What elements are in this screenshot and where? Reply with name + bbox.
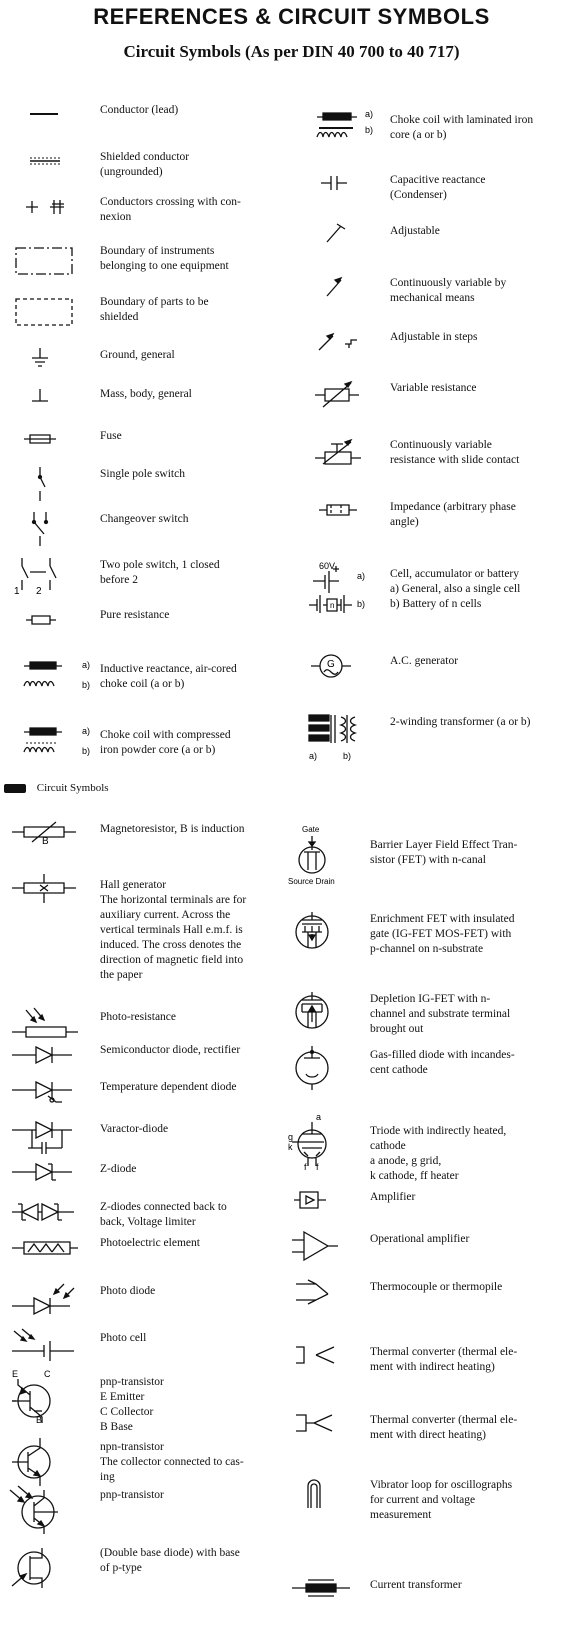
symbol-drawing xyxy=(288,1478,358,1520)
thermocouple-icon xyxy=(288,1280,358,1327)
symbol-description xyxy=(100,103,280,118)
description-line: (Condenser) xyxy=(390,189,447,201)
description-line: E Emitter xyxy=(100,1391,145,1403)
description-line: measurement xyxy=(370,1509,432,1521)
symbol-drawing xyxy=(288,1578,358,1620)
impedance-icon xyxy=(305,500,375,547)
symbol-description xyxy=(390,500,575,530)
description-line: Changeover switch xyxy=(100,513,189,525)
inductive-reactance-icon xyxy=(10,660,91,709)
symbol-label-text: a) xyxy=(82,726,91,736)
description-line: Photoelectric element xyxy=(100,1237,200,1249)
symbol-drawing xyxy=(288,1190,358,1232)
symbol-description xyxy=(100,1284,280,1299)
description-line: choke coil (a or b) xyxy=(100,678,185,690)
symbol-drawing xyxy=(10,103,80,145)
description-line: C Collector xyxy=(100,1406,154,1418)
symbol-label-text: C xyxy=(44,1369,51,1379)
symbol-drawing xyxy=(10,195,80,237)
symbol-label-text: 1 xyxy=(14,586,20,597)
symbol-description xyxy=(370,1478,570,1523)
symbol-drawing xyxy=(305,109,375,155)
symbol-label-text: G xyxy=(327,659,335,670)
gas-diode-icon xyxy=(288,1048,358,1095)
symbol-drawing xyxy=(305,561,375,610)
depletion-fet-icon xyxy=(288,992,358,1039)
description-line: ing xyxy=(100,1471,115,1483)
symbol-drawing xyxy=(288,992,358,1034)
description-line: Vibrator loop for oscillographs xyxy=(370,1479,513,1491)
symbol-drawing xyxy=(8,1440,78,1482)
description-line: pnp-transistor xyxy=(100,1376,164,1388)
symbol-label-text: g xyxy=(288,1132,294,1142)
symbol-description xyxy=(370,912,570,957)
description-line: cent cathode xyxy=(370,1064,428,1076)
symbol-label-text: f xyxy=(316,1162,319,1172)
description-line: Temperature dependent diode xyxy=(100,1081,237,1093)
description-line: Thermal converter (thermal ele- xyxy=(370,1414,518,1426)
description-line: Operational amplifier xyxy=(370,1233,470,1245)
triode-icon xyxy=(288,1112,358,1172)
description-line: (ungrounded) xyxy=(100,166,163,178)
hall-generator-icon xyxy=(8,878,78,925)
description-line: Two pole switch, 1 closed xyxy=(100,559,220,571)
symbol-description xyxy=(100,348,280,363)
description-line: Barrier Layer Field Effect Tran- xyxy=(370,839,518,851)
symbol-label-text: a) xyxy=(82,660,91,670)
description-line: Adjustable in steps xyxy=(390,331,478,343)
description-line: induced. The cross denotes the xyxy=(100,939,242,951)
description-line: Pure resistance xyxy=(100,609,170,621)
symbol-description xyxy=(390,173,575,203)
symbol-description xyxy=(100,512,280,527)
symbol-description xyxy=(100,822,280,837)
symbol-drawing xyxy=(10,558,80,600)
photoelectric-element-icon xyxy=(8,1236,78,1283)
description-line: for current and voltage xyxy=(370,1494,476,1506)
description-line: Shielded conductor xyxy=(100,151,190,163)
single-pole-switch-icon xyxy=(10,467,80,514)
symbol-drawing xyxy=(8,1122,78,1164)
symbol-label-text: a) xyxy=(365,109,374,119)
symbol-drawing xyxy=(8,1236,78,1278)
description-line: Thermal converter (thermal ele- xyxy=(370,1346,518,1358)
symbol-drawing xyxy=(305,276,375,318)
description-line: Cell, accumulator or battery xyxy=(390,568,520,580)
photo-diode-icon xyxy=(8,1284,78,1331)
symbol-description xyxy=(100,1010,280,1025)
description-line: Single pole switch xyxy=(100,468,185,480)
description-line: vertical terminals Hall e.m.f. is xyxy=(100,924,243,936)
symbol-description xyxy=(100,1080,280,1095)
description-line: Mass, body, general xyxy=(100,388,192,400)
description-line: B Base xyxy=(100,1421,133,1433)
thermal-converter-direct-icon xyxy=(288,1413,358,1460)
description-line: Photo cell xyxy=(100,1332,147,1344)
description-line: cathode xyxy=(370,1140,406,1152)
symbol-drawing xyxy=(10,726,91,770)
symbol-description xyxy=(100,1488,280,1503)
symbol-drawing xyxy=(288,1048,358,1090)
symbol-drawing xyxy=(10,467,80,509)
symbol-drawing xyxy=(8,1546,78,1588)
magnetoresistor-icon xyxy=(8,822,78,869)
description-line: Varactor-diode xyxy=(100,1123,169,1135)
symbol-label-text: a xyxy=(316,1112,322,1122)
description-line: Triode with indirectly heated, xyxy=(370,1125,507,1137)
changeover-switch-icon xyxy=(10,512,80,559)
symbol-description xyxy=(370,1048,570,1078)
symbol-drawing xyxy=(305,381,375,423)
symbol-drawing xyxy=(10,150,80,192)
symbol-description xyxy=(390,654,575,669)
symbol-drawing xyxy=(8,1284,78,1326)
symbol-drawing xyxy=(288,825,358,886)
description-line: Conductor (lead) xyxy=(100,104,179,116)
description-line: Gas-filled diode with incandes- xyxy=(370,1049,515,1061)
description-line: Photo-resistance xyxy=(100,1011,177,1023)
symbol-drawing xyxy=(8,878,78,920)
description-line: Conductors crossing with con- xyxy=(100,196,241,208)
symbol-label-text: 2 xyxy=(36,586,42,597)
shielded-conductor-icon xyxy=(10,150,80,197)
symbol-description xyxy=(370,992,570,1037)
symbol-drawing xyxy=(305,438,375,480)
section-marker-icon xyxy=(4,784,26,793)
description-line: Depletion IG-FET with n- xyxy=(370,993,491,1005)
symbol-drawing xyxy=(288,1112,358,1172)
description-line: b) Battery of n cells xyxy=(390,598,482,610)
symbol-drawing xyxy=(10,387,80,429)
description-line: Capacitive reactance xyxy=(390,174,486,186)
symbol-description xyxy=(390,330,575,345)
description-line: auxiliary current. Across the xyxy=(100,909,231,921)
symbol-description xyxy=(100,662,280,692)
description-line: shielded xyxy=(100,311,139,323)
symbol-description xyxy=(370,1345,570,1375)
description-line: Z-diodes connected back to xyxy=(100,1201,227,1213)
symbol-description xyxy=(100,195,280,225)
description-line: Impedance (arbitrary phase xyxy=(390,501,516,513)
photo-cell-icon xyxy=(8,1331,78,1378)
symbol-description xyxy=(100,295,280,325)
continuously-variable-icon xyxy=(305,276,375,323)
description-line: npn-transistor xyxy=(100,1441,164,1453)
symbol-description xyxy=(370,1413,570,1443)
symbol-description xyxy=(390,715,575,730)
description-line: channel and substrate terminal xyxy=(370,1008,511,1020)
amplifier-icon xyxy=(288,1190,358,1237)
description-line: p-channel on n-substrate xyxy=(370,943,484,955)
description-line: ment with direct heating) xyxy=(370,1429,486,1441)
section-heading-text: Circuit Symbols xyxy=(36,782,109,794)
description-line: gate (IG-FET MOS-FET) with xyxy=(370,928,512,940)
symbol-description xyxy=(370,838,570,868)
symbol-description xyxy=(100,608,280,623)
description-line: Amplifier xyxy=(370,1191,416,1203)
symbol-label-text: b) xyxy=(82,680,91,690)
symbol-description xyxy=(390,113,575,143)
transformer-icon xyxy=(305,715,375,762)
symbol-label-text: B xyxy=(36,1415,43,1425)
symbol-description xyxy=(100,1043,280,1058)
symbol-drawing xyxy=(305,500,375,542)
description-line: 2-winding transformer (a or b) xyxy=(390,716,531,728)
description-line: Continuously variable by xyxy=(390,277,507,289)
description-line: Magnetoresistor, B is induction xyxy=(100,823,245,835)
description-line: Current transformer xyxy=(370,1579,462,1591)
symbol-description xyxy=(100,1122,280,1137)
symbol-drawing xyxy=(288,1232,358,1274)
symbol-drawing xyxy=(10,660,91,704)
description-line: Choke coil with laminated iron xyxy=(390,114,534,126)
double-base-diode-icon xyxy=(8,1546,78,1593)
symbol-label-text: f xyxy=(304,1162,307,1172)
description-line: Ground, general xyxy=(100,349,175,361)
description-line: the paper xyxy=(100,969,143,981)
symbol-description xyxy=(390,567,575,612)
adjustable-icon xyxy=(305,224,375,271)
symbol-drawing xyxy=(288,1345,358,1387)
variable-resistance-icon xyxy=(305,381,375,428)
symbol-description xyxy=(390,276,575,306)
thermal-converter-indirect-icon xyxy=(288,1345,358,1392)
description-line: Fuse xyxy=(100,430,122,442)
description-line: mechanical means xyxy=(390,292,475,304)
symbol-description xyxy=(100,1236,280,1251)
symbol-description xyxy=(100,387,280,402)
choke-coil-laminated-icon xyxy=(305,109,375,160)
description-line: direction of magnetic field into xyxy=(100,954,244,966)
symbol-label-text: B xyxy=(42,836,49,847)
description-line: Hall generator xyxy=(100,879,167,891)
description-line: Thermocouple or thermopile xyxy=(370,1281,503,1293)
description-line: The horizontal terminals are for xyxy=(100,894,247,906)
npn-transistor-icon xyxy=(8,1440,78,1487)
symbol-label-text: 60V xyxy=(319,561,336,571)
symbol-description xyxy=(100,1440,280,1485)
symbol-drawing xyxy=(10,608,80,650)
symbol-description xyxy=(390,224,575,239)
symbol-label-text: b) xyxy=(357,599,366,609)
symbol-label-text: Source Drain xyxy=(288,877,335,886)
description-line: Inductive reactance, air-cored xyxy=(100,663,237,675)
description-line: a) General, also a single cell xyxy=(390,583,521,595)
symbol-description xyxy=(100,244,280,274)
symbol-description xyxy=(100,878,280,983)
symbol-drawing xyxy=(10,348,80,390)
description-line: Boundary of instruments xyxy=(100,245,215,257)
symbol-drawing xyxy=(10,244,80,286)
current-transformer-icon xyxy=(288,1578,358,1625)
description-line: Continuously variable xyxy=(390,439,492,451)
description-line: resistance with slide contact xyxy=(390,454,520,466)
description-line: Variable resistance xyxy=(390,382,477,394)
symbol-drawing xyxy=(305,224,375,266)
symbol-drawing xyxy=(305,173,375,215)
description-line: Adjustable xyxy=(390,225,440,237)
two-pole-switch-icon xyxy=(10,558,80,605)
symbol-drawing xyxy=(8,1488,78,1530)
symbol-description xyxy=(100,1162,280,1177)
symbol-drawing xyxy=(8,1162,78,1204)
symbol-drawing xyxy=(288,1413,358,1455)
description-line: ment with indirect heating) xyxy=(370,1361,495,1373)
section-heading xyxy=(4,782,109,794)
description-line: Photo diode xyxy=(100,1285,156,1297)
symbol-description xyxy=(100,558,280,588)
conductor-icon xyxy=(10,103,80,150)
symbol-description xyxy=(100,1331,280,1346)
pnp-transistor-icon xyxy=(8,1369,78,1425)
description-line: Enrichment FET with insulated xyxy=(370,913,515,925)
symbol-description xyxy=(100,1200,280,1230)
symbol-description xyxy=(370,1280,570,1295)
photo-pnp-transistor-icon xyxy=(8,1488,78,1535)
cell-battery-icon xyxy=(305,561,375,614)
symbol-description xyxy=(100,150,280,180)
symbol-description xyxy=(100,1546,280,1576)
description-line: belonging to one equipment xyxy=(100,260,229,272)
symbol-drawing xyxy=(305,715,375,761)
description-line: Choke coil with compressed xyxy=(100,729,231,741)
description-line: back, Voltage limiter xyxy=(100,1216,196,1228)
vibrator-loop-icon xyxy=(288,1478,358,1525)
adjustable-steps-icon xyxy=(305,330,375,377)
symbol-drawing xyxy=(8,1331,78,1373)
description-line: Semiconductor diode, rectifier xyxy=(100,1044,241,1056)
description-line: A.C. generator xyxy=(390,655,459,667)
symbol-drawing xyxy=(305,654,375,696)
symbol-drawing xyxy=(305,330,375,372)
description-line: (Double base diode) with base xyxy=(100,1547,240,1559)
symbol-drawing xyxy=(10,429,80,471)
choke-coil-powder-icon xyxy=(10,726,91,775)
enhancement-fet-icon xyxy=(288,912,358,959)
symbol-drawing xyxy=(10,512,80,554)
description-line: Boundary of parts to be xyxy=(100,296,209,308)
description-line: angle) xyxy=(390,516,419,528)
symbol-drawing xyxy=(288,912,358,954)
symbol-drawing xyxy=(10,295,80,337)
description-line: a anode, g grid, xyxy=(370,1155,442,1167)
description-line: nexion xyxy=(100,211,132,223)
op-amp-icon xyxy=(288,1232,358,1279)
symbol-label-text: b) xyxy=(343,751,352,761)
symbol-description xyxy=(100,1375,280,1435)
symbol-label-text: b) xyxy=(82,746,91,756)
symbol-drawing xyxy=(8,1043,78,1085)
mass-icon xyxy=(10,387,80,434)
symbol-label-text: Gate xyxy=(302,825,320,834)
capacitor-icon xyxy=(305,173,375,220)
symbol-drawing xyxy=(8,1369,78,1425)
symbol-description xyxy=(100,429,280,444)
description-line: Z-diode xyxy=(100,1163,137,1175)
symbol-description xyxy=(370,1578,570,1593)
symbol-description xyxy=(100,728,280,758)
description-line: k cathode, ff heater xyxy=(370,1170,459,1182)
shield-boundary-icon xyxy=(10,295,80,342)
symbol-label-text: b) xyxy=(365,125,374,135)
pure-resistance-icon xyxy=(10,608,80,655)
jfet-icon xyxy=(288,825,358,886)
description-line: core (a or b) xyxy=(390,129,447,141)
description-line: of p-type xyxy=(100,1562,142,1574)
symbol-drawing xyxy=(288,1280,358,1322)
symbol-description xyxy=(370,1190,570,1205)
symbol-description xyxy=(390,381,575,396)
description-line: pnp-transistor xyxy=(100,1489,164,1501)
equipment-boundary-icon xyxy=(10,244,80,291)
symbol-description xyxy=(370,1232,570,1247)
symbol-label-text: E xyxy=(12,1369,19,1379)
page-subtitle: Circuit Symbols (As per DIN 40 700 to 40 717) xyxy=(123,42,460,61)
description-line: sistor (FET) with n-canal xyxy=(370,854,486,866)
conductors-crossing-icon xyxy=(10,195,80,242)
symbol-description xyxy=(370,1124,570,1184)
symbol-label-text: n xyxy=(330,601,335,610)
description-line: before 2 xyxy=(100,574,138,586)
description-line: brought out xyxy=(370,1023,424,1035)
page-title: REFERENCES & CIRCUIT SYMBOLS xyxy=(93,4,490,29)
symbol-description xyxy=(100,467,280,482)
symbol-description xyxy=(390,438,575,468)
description-line: The collector connected to cas- xyxy=(100,1456,244,1468)
symbol-drawing xyxy=(8,1080,78,1122)
symbol-label-text: k xyxy=(288,1142,293,1152)
slide-contact-resistance-icon xyxy=(305,438,375,485)
symbol-drawing xyxy=(8,822,78,864)
temp-diode-icon xyxy=(8,1080,78,1127)
ac-generator-icon xyxy=(305,654,375,701)
symbol-label-text: a) xyxy=(357,571,366,581)
symbol-label-text: a) xyxy=(309,751,318,761)
description-line: iron powder core (a or b) xyxy=(100,744,216,756)
